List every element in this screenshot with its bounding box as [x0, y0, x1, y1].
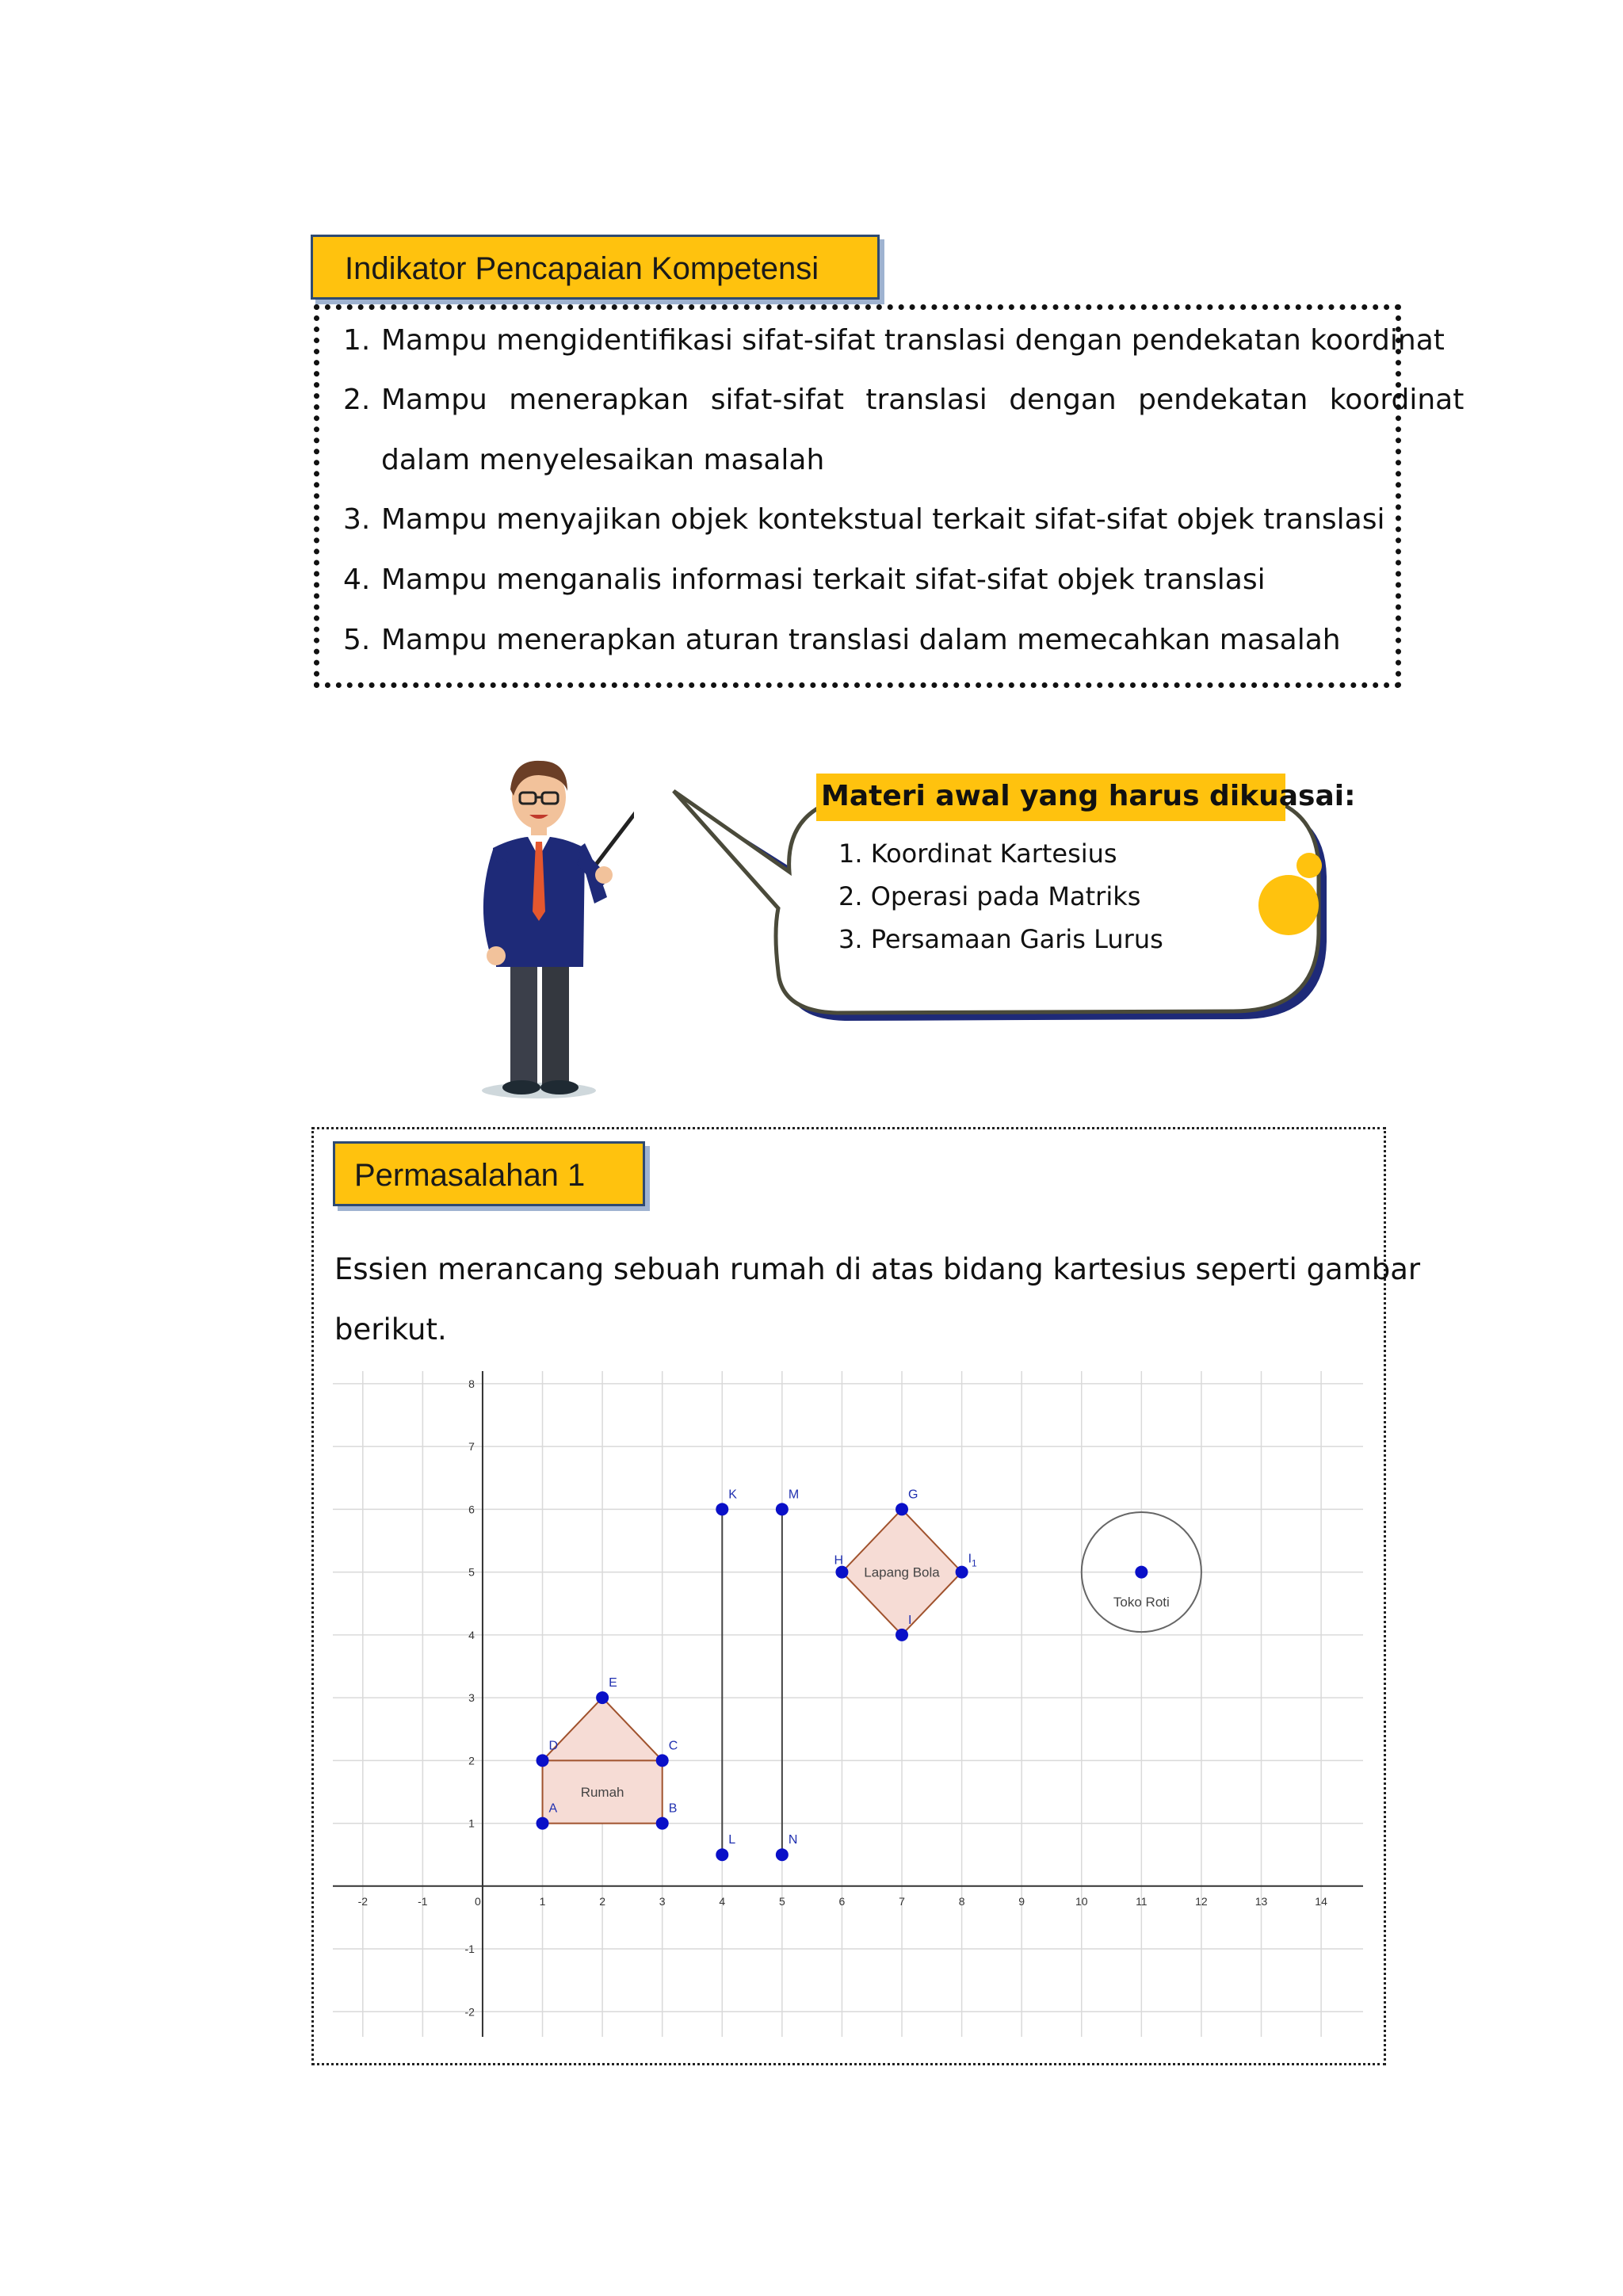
point-label: B [668, 1801, 678, 1816]
point-label: I [908, 1613, 912, 1627]
circle-center-point [1135, 1566, 1148, 1579]
point-label: G [908, 1488, 918, 1502]
indicator-item-number: 5. [343, 624, 371, 656]
point-I1 [956, 1566, 968, 1579]
decorative-dot [1258, 875, 1319, 935]
point-label-subscript: 1 [972, 1557, 977, 1569]
indicator-item-text: dalam menyelesaikan masalah [381, 444, 825, 476]
point-label: L [728, 1833, 736, 1847]
point-M [776, 1503, 789, 1515]
point-B [656, 1817, 669, 1830]
x-tick-label: 13 [1254, 1894, 1268, 1908]
x-tick-label: 3 [659, 1894, 666, 1908]
x-tick-label: 11 [1136, 1894, 1148, 1908]
y-tick-label: 2 [468, 1754, 475, 1767]
x-tick-label: 2 [599, 1894, 606, 1908]
x-tick-label: 4 [719, 1894, 726, 1908]
y-tick-label: 7 [468, 1440, 475, 1454]
point-D [537, 1754, 549, 1767]
x-tick-label: 6 [838, 1894, 846, 1908]
indicator-item-text: Mampu menganalis informasi terkait sifat-sifat objek translasi [381, 563, 1266, 596]
x-tick-label: -1 [418, 1894, 428, 1908]
shape-label: Toko Roti [1113, 1595, 1170, 1610]
materi-item: 3. Persamaan Garis Lurus [838, 924, 1163, 954]
point-H [835, 1566, 848, 1579]
y-tick-label: 6 [468, 1503, 475, 1516]
point-label: N [788, 1833, 798, 1847]
problem-text: berikut. [334, 1312, 447, 1347]
shape-label: Rumah [580, 1784, 624, 1800]
point-N [776, 1848, 789, 1861]
point-label: D [548, 1739, 559, 1753]
point-G [896, 1503, 908, 1515]
point-I [896, 1629, 908, 1641]
indicator-item-number: 4. [343, 563, 371, 596]
x-tick-label: 1 [539, 1894, 546, 1908]
axes [333, 1371, 1363, 2037]
point-label: H [834, 1553, 844, 1568]
grid [333, 1371, 1363, 2037]
point-E [596, 1691, 609, 1704]
y-tick-label: 1 [468, 1817, 475, 1830]
x-tick-label: 14 [1315, 1894, 1327, 1908]
x-tick-label: 8 [958, 1894, 965, 1908]
x-tick-label: 10 [1075, 1894, 1088, 1908]
y-tick-label: 3 [468, 1691, 475, 1705]
indicator-list-box [314, 304, 1465, 688]
point-C [656, 1754, 669, 1767]
point-A [537, 1817, 549, 1830]
indicator-title-tab [311, 235, 880, 300]
point-L [716, 1848, 728, 1861]
indicator-item-text: Mampu menyajikan objek kontekstual terkait sifat-sifat objek translasi [381, 503, 1385, 536]
shape-label: Lapang Bola [864, 1564, 940, 1580]
materi-title-box [816, 774, 1356, 821]
x-tick-label: 7 [899, 1894, 905, 1908]
point-label: E [609, 1676, 617, 1690]
shapes [543, 1509, 1201, 1855]
decorative-dot [1296, 853, 1322, 878]
y-tick-label: 8 [468, 1377, 475, 1390]
cartesian-plot [325, 1363, 1371, 2045]
point-label: A [548, 1801, 558, 1816]
x-tick-label: 12 [1195, 1894, 1208, 1908]
materi-title: Materi awal yang harus dikuasai: [821, 780, 1356, 812]
indicator-item-text: Mampu menerapkan sifat-sifat translasi dengan pendekatan koordinat [381, 384, 1465, 416]
indicator-item-number: 1. [343, 324, 371, 357]
point-label: $I_1$ [968, 1552, 977, 1569]
teacher-illustration [444, 745, 634, 1110]
indicator-item-number: 3. [343, 503, 371, 536]
point-label: K [728, 1488, 737, 1502]
x-tick-label: 0 [475, 1894, 481, 1908]
point-label: M [788, 1488, 800, 1502]
problem-title-tab [333, 1141, 645, 1206]
indicator-title: Indikator Pencapaian Kompetensi [345, 251, 819, 286]
y-tick-label: -2 [464, 2005, 475, 2019]
x-tick-label: 5 [778, 1894, 785, 1908]
point-K [716, 1503, 728, 1515]
problem-title: Permasalahan 1 [354, 1158, 586, 1193]
y-tick-label: 4 [468, 1628, 475, 1641]
indicator-item-number: 2. [343, 384, 371, 416]
y-tick-label: -1 [464, 1943, 475, 1956]
y-tick-label: 5 [468, 1565, 475, 1579]
materi-item: 2. Operasi pada Matriks [838, 881, 1141, 911]
materi-item: 1. Koordinat Kartesius [838, 839, 1117, 869]
x-tick-label: 9 [1018, 1894, 1025, 1908]
point-label: C [668, 1739, 678, 1753]
problem-text: Essien merancang sebuah rumah di atas bidang kartesius seperti gambar [334, 1252, 1421, 1286]
indicator-item-text: Mampu mengidentifikasi sifat-sifat translasi dengan pendekatan koordinat [381, 324, 1445, 357]
indicator-item-text: Mampu menerapkan aturan translasi dalam memecahkan masalah [381, 624, 1341, 656]
x-tick-label: -2 [357, 1894, 369, 1908]
